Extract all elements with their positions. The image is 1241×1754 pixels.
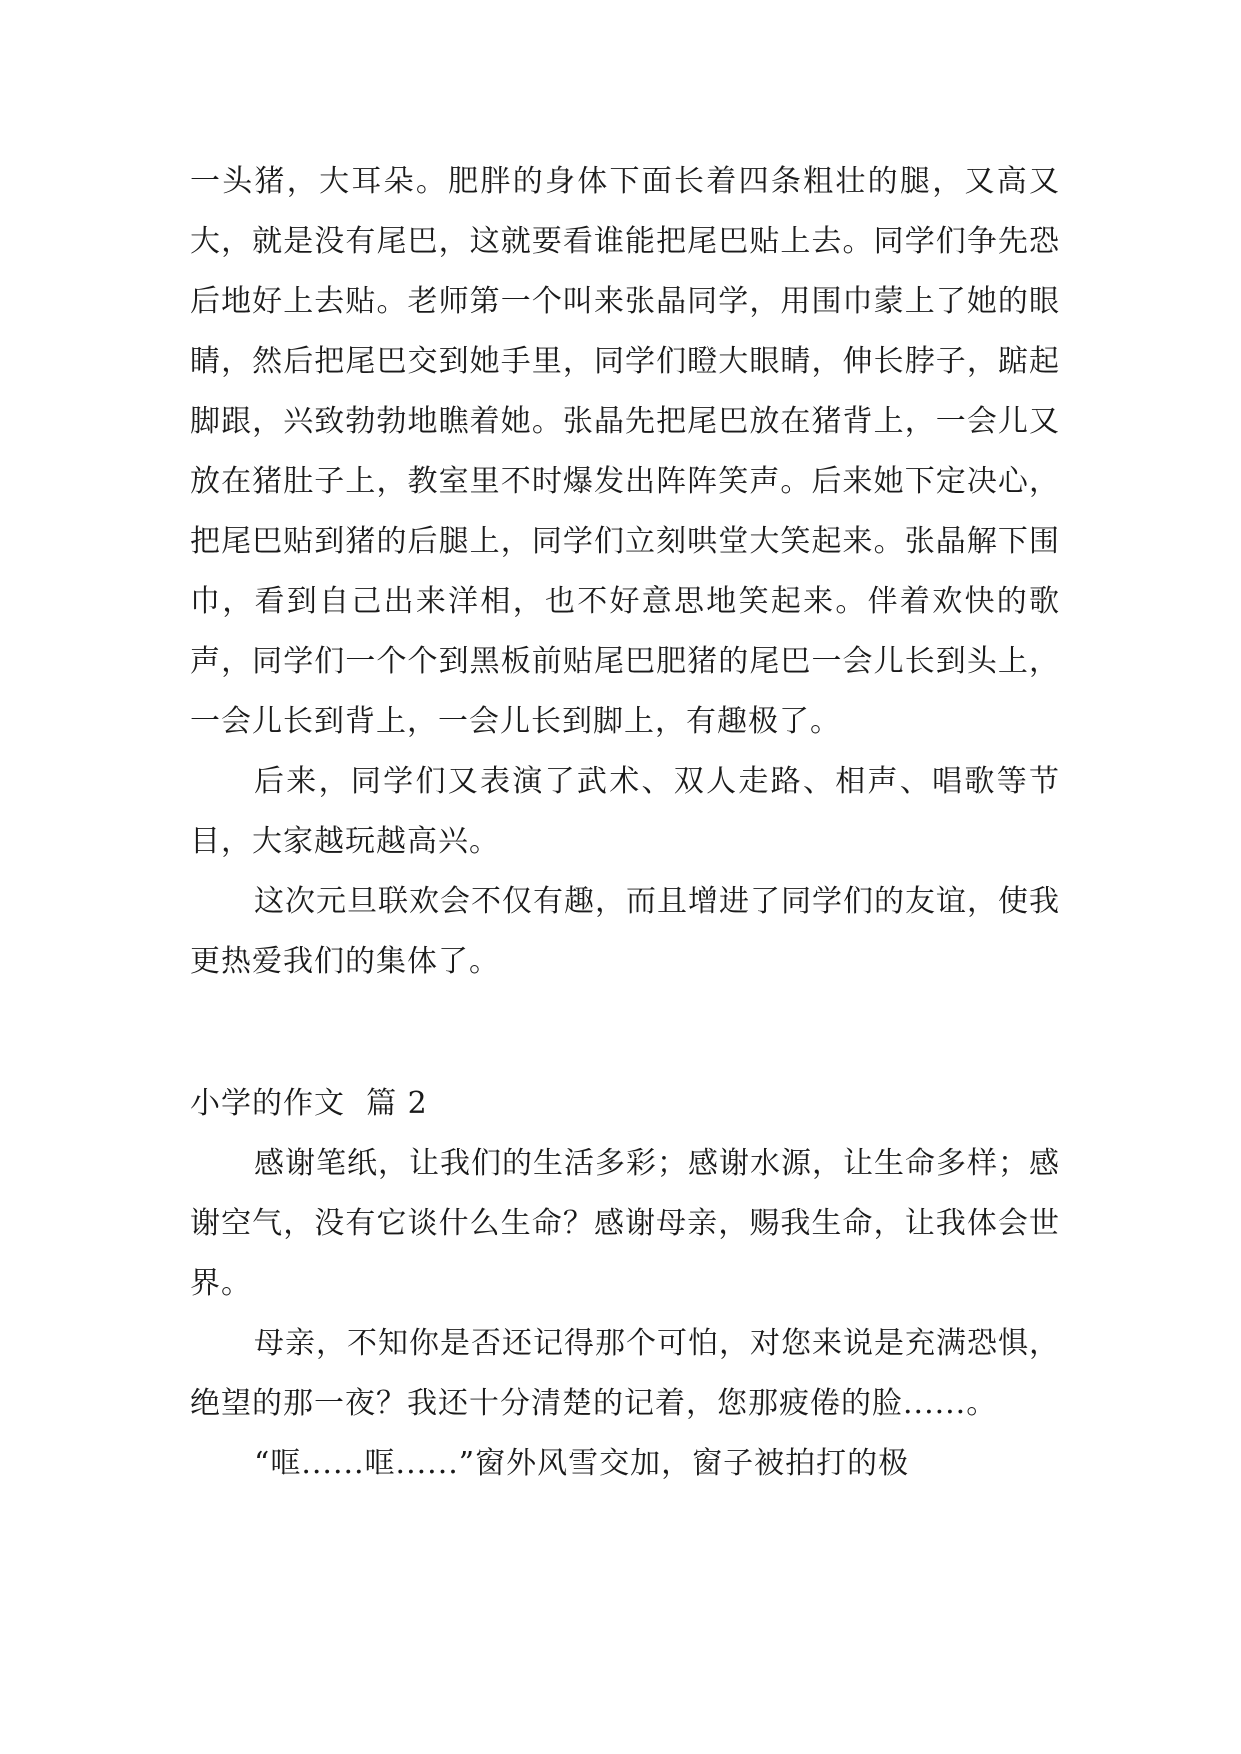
paragraph: 感谢笔纸，让我们的生活多彩；感谢水源，让生命多样；感谢空气，没有它谈什么生命？感谢母亲，赐我生命，让我体会世界。 — [190, 1146, 1060, 1301]
essay-heading: 小学的作文 篇 2 — [190, 1086, 428, 1121]
paragraph: “哐......哐......”窗外风雪交加，窗子被拍打的极 — [254, 1446, 910, 1481]
paragraph: 一头猪，大耳朵。肥胖的身体下面长着四条粗壮的腿，又高又大，就是没有尾巴，这就要看谁能把尾巴贴上去。同学们争先恐后地好上去贴。老师第一个叫来张晶同学，用围巾蒙上了她的眼睛，然后把尾巴交到她手里，同学们瞪大眼睛，伸长脖子，踮起脚跟，兴致勃勃地瞧着她。张晶先把尾巴放在猪背上，一会儿又放在猪肚子上，教室里不时爆发出阵阵笑声。后来她下定决心，把尾巴贴到猪的后腿上，同学们立刻哄堂大笑起来。张晶解下围巾，看到自己出来洋相，也不好意思地笑起来。伴着欢快的歌声，同学们一个个到黑板前贴尾巴肥猪的尾巴一会儿长到头上，一会儿长到背上，一会儿长到脚上，有趣极了。 — [190, 164, 1060, 739]
paragraph: 这次元旦联欢会不仅有趣，而且增进了同学们的友谊，使我更热爱我们的集体了。 — [190, 884, 1060, 979]
essay-section-2 — [190, 1074, 1060, 1494]
paragraph: 后来，同学们又表演了武术、双人走路、相声、唱歌等节目，大家越玩越高兴。 — [190, 764, 1060, 859]
paragraph: 母亲，不知你是否还记得那个可怕，对您来说是充满恐惧，绝望的那一夜？我还十分清楚的记着，您那疲倦的脸......。 — [190, 1326, 1060, 1421]
essay-section-1 — [190, 152, 1060, 992]
document-page — [190, 152, 1060, 1494]
section-gap — [190, 992, 1060, 1074]
